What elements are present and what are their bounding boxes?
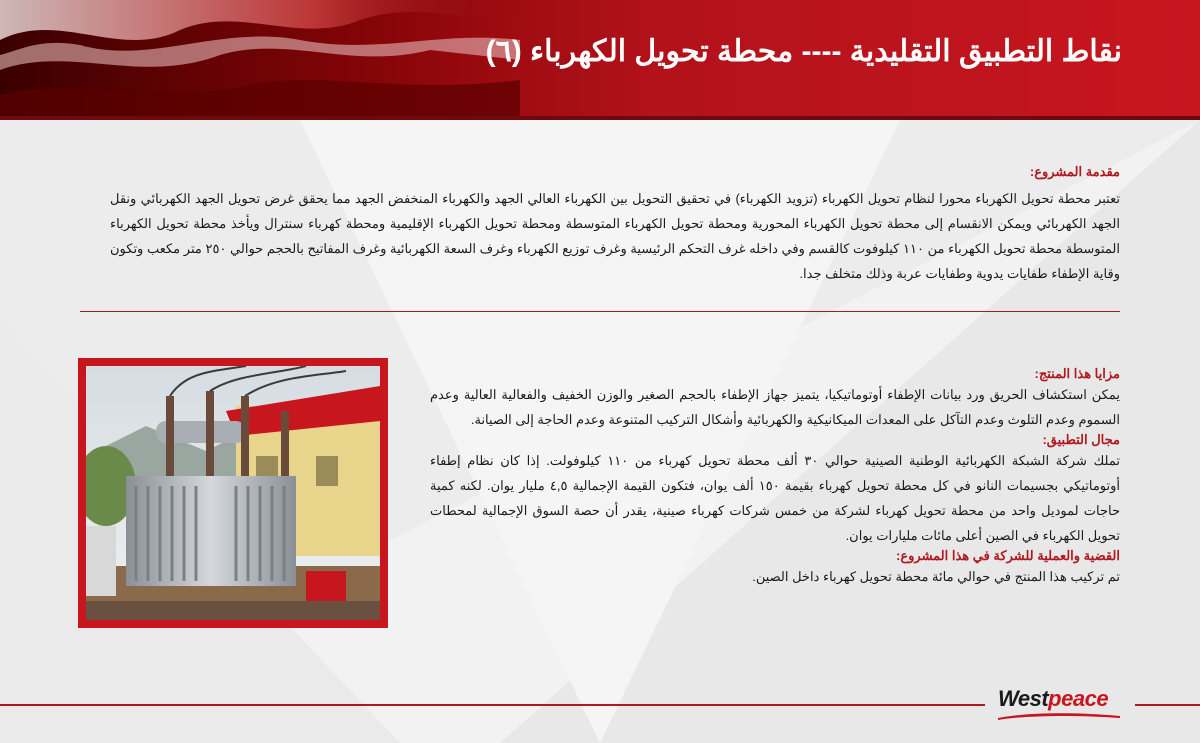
intro-section — [110, 164, 1120, 286]
westpeace-logo — [998, 686, 1108, 712]
logo-text-peace: peace — [1048, 686, 1109, 711]
header-underline — [0, 116, 1200, 120]
intro-text: تعتبر محطة تحويل الكهرباء محورا لنظام تحويل الكهرباء (تزويد الكهرباء) في تحقيق التحويل بين الكهرباء العالي الجهد والكهرباء المنخفض الجهد مما يحقق غرض تحويل الجهد الكهربائي ونقل الجهد الكهربائي ويمكن الانقسام إلى محطة تحويل الكهرباء المحورية ومحطة تحويل الكهرباء المتوسطة ومحطة تحويل الكهرباء الإقليمية ومحطة كهرباء سنترال ويأخذ محطة تحويل الكهرباء المتوسطة محطة تحويل الكهرباء من ١١٠ كيلوفوت كالقسم وفي داخله غرف التحكم الرئيسية وغرف توزيع الكهرباء وغرف السعة الكهربائية وغرف المفاتيح بالحجم حوالي ٢٥٠ متر مكعب وتكون وقاية الإطفاء طفايات يدوية وطفايات عربة وذلك متخلف جدا. — [110, 191, 1120, 281]
application-heading: مجال التطبيق: — [1042, 432, 1120, 447]
page-title: نقاط التطبيق التقليدية ---- محطة تحويل الكهرباء (٦) — [485, 35, 1122, 68]
advantages-text: يمكن استكشاف الحريق ورد بيانات الإطفاء أوتوماتيكيا، يتميز جهاز الإطفاء بالحجم الصغير والوزن الخفيف والفعالية العالية وعدم السموم وعدم التلوث وعدم التآكل على المعدات الميكانيكية والكهربائية وأشكال التركيب المتنوعة وعدم الحاجة إلى الصيانة. — [430, 387, 1120, 427]
footer-line-left — [0, 704, 985, 706]
footer-line-right — [1135, 704, 1200, 706]
section-divider — [80, 311, 1120, 312]
intro-heading: مقدمة المشروع: — [1029, 164, 1120, 179]
transformer-photo — [86, 366, 380, 620]
transformer-photo-frame — [78, 358, 388, 628]
case-text: تم تركيب هذا المنتج في حوالي مائة محطة تحويل كهرباء داخل الصين. — [752, 569, 1120, 584]
logo-text-west: West — [998, 686, 1049, 711]
details-section — [430, 366, 1120, 589]
advantages-heading: مزايا هذا المنتج: — [1034, 366, 1120, 381]
logo-swoosh — [998, 710, 1120, 720]
application-text: تملك شركة الشبكة الكهربائية الوطنية الصينية حوالي ٣٠ ألف محطة تحويل كهرباء من ١١٠ كيلوفولت. إذا كان نظام إطفاء أوتوماتيكي بجسيمات النانو في كل محطة تحويل كهرباء بقيمة ١٥٠ ألف يوان، فتكون القيمة الإجمالية ٤,٥ مليار يوان. لكنه كمية حاجات لموديل واحد من محطة تحويل كهرباء لشركة من خمس شركات كهرباء صينية، يقدر أن حصة السوق الإجمالية لمحطات تحويل الكهرباء في الصين أعلى مائات مليارات يوان. — [430, 453, 1121, 543]
header-banner — [0, 0, 1200, 116]
case-heading: القضية والعملية للشركة في هذا المشروع: — [896, 548, 1120, 563]
header-artwork — [0, 0, 520, 116]
